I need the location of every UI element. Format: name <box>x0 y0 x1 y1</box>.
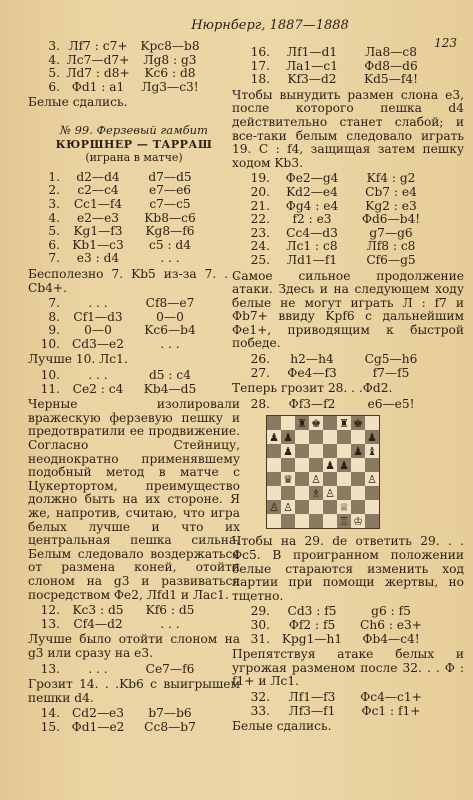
board-square <box>309 430 323 444</box>
move-number: 10. <box>40 368 60 383</box>
black-move: Kf4 : g2 <box>366 171 416 186</box>
white-move: Лf1—d1 <box>286 45 338 59</box>
move-number: 27. <box>250 365 270 380</box>
move-number: 11. <box>40 381 60 396</box>
white-move: f2 : e3 <box>292 212 332 227</box>
white-move: Cf4—d2 <box>73 616 123 631</box>
left-column <box>28 40 240 735</box>
white-move: Лc1 : c8 <box>286 239 338 254</box>
black-move: d7—d5 <box>148 169 192 184</box>
board-square <box>267 500 281 514</box>
running-header: Нюрнберг, 1887—1888 <box>191 18 349 33</box>
annotation: Грозит 14. . .Kb6 с выигрышем пешки d4. <box>28 677 240 705</box>
move-number: 4. <box>48 52 60 67</box>
board-square <box>323 430 337 444</box>
white-move: h2—h4 <box>290 352 334 367</box>
move-row <box>232 633 464 647</box>
chess-piece-icon: ♗ <box>311 486 321 500</box>
black-move: g6 : f5 <box>371 604 411 619</box>
board-square <box>337 472 351 486</box>
move-row <box>28 225 240 239</box>
white-move: Лf1—f3 <box>288 689 336 704</box>
move-number: 19. <box>250 171 270 186</box>
move-number: 24. <box>250 239 270 254</box>
board-square <box>323 444 337 458</box>
chess-piece-icon: ♙ <box>311 472 321 486</box>
move-row <box>232 619 464 633</box>
annotation: Чтобы на 29. de ответить 29. . . Фс5. В проигранном положении белые стараются изменить ход партии при помощи жертвы, но тщетно. <box>232 534 464 603</box>
board-square <box>337 416 351 430</box>
board-square <box>267 416 281 430</box>
white-move: . . . <box>88 296 108 311</box>
moves-block <box>232 691 464 718</box>
board-square <box>309 444 323 458</box>
move-row <box>28 81 240 95</box>
board-square <box>351 500 365 514</box>
chess-piece-icon: ♙ <box>269 500 279 514</box>
annotation: Лучше 10. Лс1. <box>28 352 128 367</box>
move-row <box>232 200 464 214</box>
moves-block <box>232 172 464 267</box>
black-move: Cf6—g5 <box>366 252 416 267</box>
move-row <box>232 367 464 381</box>
move-number: 26. <box>250 352 270 367</box>
moves-block <box>28 171 240 266</box>
black-move: . . . <box>160 251 180 266</box>
moves-block <box>232 398 464 412</box>
white-move: Фg4 : e4 <box>285 198 339 213</box>
move-number: 29. <box>250 604 270 619</box>
board-square <box>309 486 323 500</box>
annotation: Препятствуя атаке белых и угрожая разменом после 32. . . Ф : f1+ и Лс1. <box>232 647 464 689</box>
move-row <box>28 707 240 721</box>
move-number: 31. <box>250 631 270 646</box>
move-number: 30. <box>250 618 270 632</box>
move-row <box>232 605 464 619</box>
chess-piece-icon: ♙ <box>325 486 335 500</box>
board-square <box>323 416 337 430</box>
board-square <box>295 444 309 458</box>
black-move: Kc6 : d8 <box>144 66 196 81</box>
move-number: 5. <box>48 224 60 239</box>
black-move: . . . <box>160 336 180 351</box>
black-move: Kg8—f6 <box>145 224 195 239</box>
board-square <box>281 430 295 444</box>
board-square <box>309 514 323 528</box>
board-square <box>351 472 365 486</box>
board-square <box>323 486 337 500</box>
move-number: 32. <box>250 689 270 704</box>
board-square <box>351 430 365 444</box>
board-square <box>323 500 337 514</box>
white-move: Фd1 : a1 <box>71 79 125 94</box>
black-move: c7—c5 <box>149 196 191 211</box>
chess-piece-icon: ♟ <box>283 444 293 458</box>
move-number: 10. <box>40 336 60 351</box>
board-square <box>337 514 351 528</box>
chess-piece-icon: ♜ <box>297 416 307 430</box>
board-square <box>365 458 379 472</box>
chess-piece-icon: ♟ <box>339 458 349 472</box>
white-move: Лf3—f1 <box>288 703 336 718</box>
move-number: 3. <box>48 196 60 211</box>
moves-block <box>28 369 240 396</box>
black-move: Фb4—c4! <box>362 631 420 646</box>
moves-block <box>28 604 240 631</box>
move-number: 22. <box>250 212 270 227</box>
move-row <box>28 721 240 735</box>
white-move: Лс7—d7+ <box>66 52 130 67</box>
white-move: . . . <box>88 368 108 383</box>
board-square <box>267 458 281 472</box>
move-row <box>232 691 464 705</box>
white-move: Kb1—c3 <box>72 237 124 252</box>
move-row <box>232 172 464 186</box>
move-number: 12. <box>40 603 60 618</box>
white-move: . . . <box>88 661 108 676</box>
board-square <box>365 472 379 486</box>
annotation: Лучше было отойти слоном на g3 или сразу на е3. <box>28 632 240 660</box>
black-move: Kpc8—b8 <box>140 39 200 53</box>
move-number: 28. <box>250 396 270 411</box>
white-move: e2—e3 <box>76 210 120 225</box>
move-number: 17. <box>250 58 270 73</box>
move-row <box>232 227 464 241</box>
black-move: Лg3—c3! <box>141 79 199 94</box>
board-square <box>365 486 379 500</box>
chess-piece-icon: ♚ <box>353 416 363 430</box>
move-row <box>232 73 464 87</box>
white-move: c2—c4 <box>77 183 119 198</box>
moves-block <box>232 353 464 380</box>
right-column <box>232 46 464 736</box>
board-square <box>365 430 379 444</box>
annotation: Черные изолировали вражескую ферзевую пешку и предотвратили ее продвижение. Согласно Стейницу, неоднократно применявшему подобный метод в матче с Цукертортом, преимущество должно быть на их стороне. Я же, напротив, считаю, что игра белых лучше и что их центральная пешка сильна. Белым следовало воздержаться от размена коней, отойти слоном на g3 и развиваться посредством Фе2, Лfd1 и Лас1. <box>28 397 240 602</box>
move-row <box>28 67 240 81</box>
move-row <box>28 212 240 226</box>
black-move: Kf6 : d5 <box>145 603 195 618</box>
white-move: Лf7 : c7+ <box>68 39 128 53</box>
annotation: Бесполезно 7. Kb5 из-за 7. . . Cb4+. <box>28 266 240 295</box>
move-number: 15. <box>40 719 60 734</box>
board-square <box>351 458 365 472</box>
black-move: e7—e6 <box>148 183 192 198</box>
board-square <box>351 514 365 528</box>
board-square <box>295 500 309 514</box>
board-square <box>351 416 365 430</box>
chess-piece-icon: ♙ <box>283 500 293 514</box>
move-row <box>232 186 464 200</box>
move-number: 7. <box>48 296 60 311</box>
move-row <box>28 338 240 352</box>
move-number: 16. <box>250 45 270 59</box>
move-number: 20. <box>250 184 270 199</box>
board-square <box>295 430 309 444</box>
move-row <box>232 254 464 268</box>
black-move: Kg2 : e3 <box>365 198 417 213</box>
move-number: 3. <box>48 39 60 53</box>
white-move: Cd3—e2 <box>71 336 125 351</box>
move-number: 23. <box>250 225 270 240</box>
black-move: Фc4—c1+ <box>360 689 422 704</box>
move-number: 7. <box>48 251 60 266</box>
move-row <box>28 198 240 212</box>
board-square <box>337 430 351 444</box>
white-move: Kf3—d2 <box>287 72 337 87</box>
annotation: Теперь грозит 28. . .Фd2. <box>232 381 393 396</box>
chess-piece-icon: ♜ <box>339 416 349 430</box>
board-square <box>323 472 337 486</box>
move-number: 6. <box>48 79 60 94</box>
board-square <box>295 486 309 500</box>
board-square <box>267 430 281 444</box>
move-row <box>232 398 464 412</box>
black-move: Kd5—f4! <box>363 72 418 87</box>
result-text: Белые сдались. <box>232 719 332 734</box>
white-move: Cd2—e3 <box>71 706 125 721</box>
move-row <box>232 705 464 719</box>
board-square <box>281 500 295 514</box>
annotation: Самое сильное продолжение атаки. Здесь и на следующем ходу белые не могут играть Л : f7 и Фb7+ ввиду Kpf6 с дальнейшим Фе1+, приводящим к быстрой победе. <box>232 268 464 351</box>
white-move: Cc4—d3 <box>286 225 338 240</box>
chess-piece-icon: ♟ <box>367 430 377 444</box>
board-square <box>351 486 365 500</box>
move-number: 8. <box>48 309 60 324</box>
move-row <box>28 369 240 383</box>
move-row <box>28 171 240 185</box>
black-move: Kc6—b4 <box>144 323 196 338</box>
black-move: Лf8 : c8 <box>366 239 416 254</box>
game-number: № 99. Ферзевый гамбит <box>60 122 208 137</box>
white-move: 0—0 <box>84 323 112 338</box>
move-row <box>28 383 240 397</box>
move-number: 5. <box>48 66 60 81</box>
chess-piece-icon: ♕ <box>339 500 349 514</box>
black-move: Cc8—b7 <box>144 719 196 734</box>
board-square <box>295 514 309 528</box>
board-square <box>267 486 281 500</box>
board-square <box>365 514 379 528</box>
board-square <box>365 444 379 458</box>
white-move: Kc3 : d5 <box>72 603 124 618</box>
black-move: Лg8 : g3 <box>143 52 197 67</box>
move-row <box>28 54 240 68</box>
white-move: Kg1—f3 <box>73 224 123 239</box>
board-square <box>281 472 295 486</box>
result-text: Белые сдались. <box>28 95 128 110</box>
white-move: Фе4—f3 <box>287 365 337 380</box>
board-square <box>337 500 351 514</box>
black-move: b7—b6 <box>148 706 192 721</box>
chess-piece-icon: ♟ <box>325 458 335 472</box>
black-move: Kb8—c6 <box>144 210 196 225</box>
chess-diagram <box>266 415 380 529</box>
move-row <box>28 311 240 325</box>
board-square <box>337 458 351 472</box>
board-square <box>309 500 323 514</box>
move-row <box>232 60 464 74</box>
board-square <box>309 416 323 430</box>
move-row <box>28 663 240 677</box>
black-move: e6—e5! <box>367 396 415 411</box>
black-move: . . . <box>160 616 180 631</box>
black-move: Ch6 : e3+ <box>360 618 422 632</box>
move-row <box>232 353 464 367</box>
black-move: Kb4—d5 <box>143 381 197 396</box>
white-move: Cd3 : f5 <box>287 604 337 619</box>
board-square <box>267 514 281 528</box>
moves-block <box>28 663 240 677</box>
chess-piece-icon: ♙ <box>367 472 377 486</box>
black-move: f7—f5 <box>372 365 410 380</box>
white-move: Kpg1—h1 <box>281 631 343 646</box>
move-row <box>28 297 240 311</box>
board-square <box>295 472 309 486</box>
white-move: Лd1—f1 <box>286 252 338 267</box>
annotation: Чтобы вынудить размен слона е3, после которого пешка d4 действительно станет слабой; и все-таки белым следовало играть 19. С : f4, защищая затем пешку ходом Kb3. <box>232 87 464 170</box>
board-square <box>281 458 295 472</box>
move-number: 2. <box>48 183 60 198</box>
chess-piece-icon: ♖ <box>339 514 349 528</box>
moves-block <box>28 40 240 94</box>
white-move: Cc1—f4 <box>73 196 123 211</box>
white-move: Фе2—g4 <box>285 171 339 186</box>
white-move: Фf2 : f5 <box>288 618 336 632</box>
black-move: Cf8—e7 <box>145 296 195 311</box>
move-row <box>28 618 240 632</box>
board-square <box>281 486 295 500</box>
moves-block <box>232 46 464 87</box>
board-square <box>323 458 337 472</box>
board-square <box>281 514 295 528</box>
board-square <box>309 472 323 486</box>
board-square <box>337 486 351 500</box>
chess-piece-icon: ♛ <box>283 472 293 486</box>
black-move: g7—g6 <box>369 225 413 240</box>
white-move: d2—d4 <box>76 169 120 184</box>
moves-block <box>28 707 240 734</box>
move-row <box>232 46 464 60</box>
board-square <box>365 416 379 430</box>
board-square <box>295 416 309 430</box>
board-square <box>351 444 365 458</box>
chess-piece-icon: ♟ <box>353 444 363 458</box>
move-number: 33. <box>250 703 270 718</box>
white-move: Ce2 : c4 <box>72 381 124 396</box>
moves-block <box>28 297 240 351</box>
board-square <box>281 444 295 458</box>
black-move: 0—0 <box>156 309 184 324</box>
white-move: Kd2—e4 <box>286 184 338 199</box>
move-row <box>28 252 240 266</box>
black-move: Ce7—f6 <box>145 661 195 676</box>
black-move: c5 : d4 <box>149 237 191 252</box>
chess-piece-icon: ♔ <box>353 514 363 528</box>
board-square <box>295 458 309 472</box>
move-number: 6. <box>48 237 60 252</box>
move-row <box>28 40 240 54</box>
move-row <box>28 184 240 198</box>
move-number: 9. <box>48 323 60 338</box>
move-number: 1. <box>48 169 60 184</box>
black-move: Фd8—d6 <box>364 58 418 73</box>
chess-piece-icon: ♟ <box>283 430 293 444</box>
white-move: Лd7 : d8+ <box>66 66 130 81</box>
move-number: 13. <box>40 661 60 676</box>
board-square <box>309 458 323 472</box>
moves-block <box>232 605 464 646</box>
black-move: Cg5—h6 <box>364 352 418 367</box>
chess-piece-icon: ♟ <box>269 430 279 444</box>
move-number: 14. <box>40 706 60 721</box>
board-square <box>365 500 379 514</box>
board-square <box>337 444 351 458</box>
black-move: Cb7 : e4 <box>365 184 417 199</box>
white-move: Фd1—e2 <box>71 719 125 734</box>
move-number: 13. <box>40 616 60 631</box>
white-move: e3 : d4 <box>76 251 120 266</box>
move-row <box>28 239 240 253</box>
move-number: 18. <box>250 72 270 87</box>
black-move: Фc1 : f1+ <box>361 703 421 718</box>
white-move: Ла1—c1 <box>286 58 338 73</box>
white-move: Фf3—f2 <box>288 396 336 411</box>
move-row <box>232 240 464 254</box>
black-move: Ла8—c8 <box>365 45 417 59</box>
board-square <box>281 416 295 430</box>
board-square <box>267 444 281 458</box>
black-move: Фd6—b4! <box>361 212 421 227</box>
game-players: КЮРШНЕР — ТАРРАШ <box>55 137 213 151</box>
move-row <box>232 213 464 227</box>
move-row <box>28 324 240 338</box>
white-move: Cf1—d3 <box>73 309 123 324</box>
chess-piece-icon: ♚ <box>311 416 321 430</box>
move-row <box>28 604 240 618</box>
move-number: 25. <box>250 252 270 267</box>
move-number: 21. <box>250 198 270 213</box>
game-context: (играна в матче) <box>85 151 183 165</box>
chess-piece-icon: ♝ <box>367 444 377 458</box>
black-move: d5 : c4 <box>149 368 191 383</box>
board-square <box>267 472 281 486</box>
board-square <box>323 514 337 528</box>
page-number: 123 <box>434 36 457 50</box>
game-heading <box>28 124 240 165</box>
move-number: 4. <box>48 210 60 225</box>
